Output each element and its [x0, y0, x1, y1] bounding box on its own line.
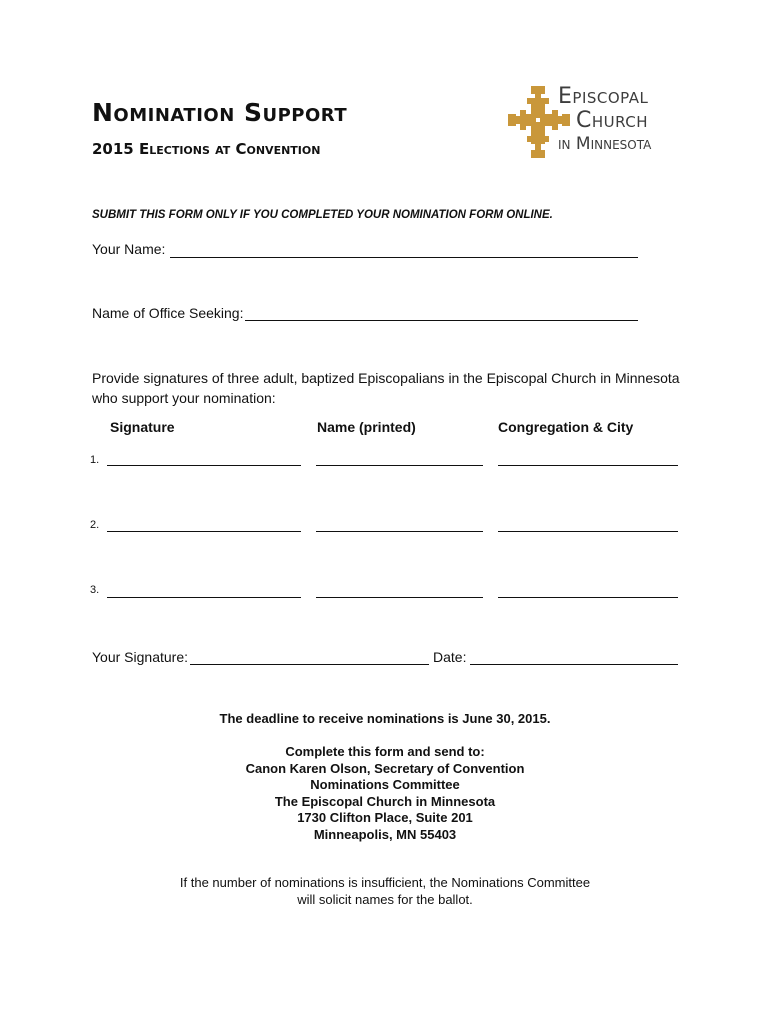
- congregation-3-field[interactable]: [498, 597, 678, 598]
- column-name-printed: Name (printed): [317, 419, 416, 435]
- send-to-block: [0, 744, 770, 843]
- signature-3-field[interactable]: [107, 597, 301, 598]
- row-number: 1.: [90, 454, 100, 466]
- address-line: Minneapolis, MN 55403: [313, 826, 457, 842]
- page-subtitle: 2015 Elections at Convention: [92, 140, 321, 158]
- your-signature-field[interactable]: [190, 664, 429, 665]
- address-line: 1730 Clifton Place, Suite 201: [297, 810, 473, 825]
- deadline-text: The deadline to receive nominations is June 30, 2015.: [219, 711, 551, 726]
- congregation-1-field[interactable]: [498, 465, 678, 466]
- date-label: Date:: [433, 649, 467, 665]
- instruction-text: SUBMIT THIS FORM ONLY IF YOU COMPLETED YOUR NOMINATION FORM ONLINE.: [92, 209, 553, 221]
- column-signature: Signature: [110, 419, 175, 435]
- your-name-field[interactable]: [170, 257, 638, 258]
- logo-line-2: Church: [576, 108, 649, 133]
- your-name-label: Your Name:: [92, 241, 166, 257]
- logo-line-1: Episcopal: [558, 84, 649, 109]
- footer-note: [0, 875, 770, 908]
- logo-line-3: in Minnesota: [558, 134, 652, 154]
- signature-1-field[interactable]: [107, 465, 301, 466]
- office-label: Name of Office Seeking:: [92, 305, 244, 321]
- supporters-intro: Provide signatures of three adult, baptized Episcopalians in the Episcopal Church in Minnesota who support your nomination:: [92, 370, 680, 406]
- your-signature-label: Your Signature:: [92, 649, 188, 665]
- footer-note-line: will solicit names for the ballot.: [297, 891, 473, 907]
- congregation-2-field[interactable]: [498, 531, 678, 532]
- address-line: The Episcopal Church in Minnesota: [274, 793, 496, 809]
- address-line: Nominations Committee: [310, 777, 460, 792]
- diocese-logo: [508, 84, 678, 160]
- send-to-heading: Complete this form and send to:: [285, 744, 485, 759]
- signature-2-field[interactable]: [107, 531, 301, 532]
- row-number: 2.: [90, 519, 100, 531]
- name-2-field[interactable]: [316, 531, 483, 532]
- page-title: Nomination Support: [92, 98, 348, 127]
- column-congregation-city: Congregation & City: [498, 419, 634, 435]
- footer-note-line: If the number of nominations is insufficient, the Nominations Committee: [179, 875, 591, 890]
- name-1-field[interactable]: [316, 465, 483, 466]
- name-3-field[interactable]: [316, 597, 483, 598]
- office-field[interactable]: [245, 320, 638, 321]
- row-number: 3.: [90, 584, 100, 596]
- date-field[interactable]: [470, 664, 678, 665]
- address-line: Canon Karen Olson, Secretary of Convention: [245, 760, 525, 776]
